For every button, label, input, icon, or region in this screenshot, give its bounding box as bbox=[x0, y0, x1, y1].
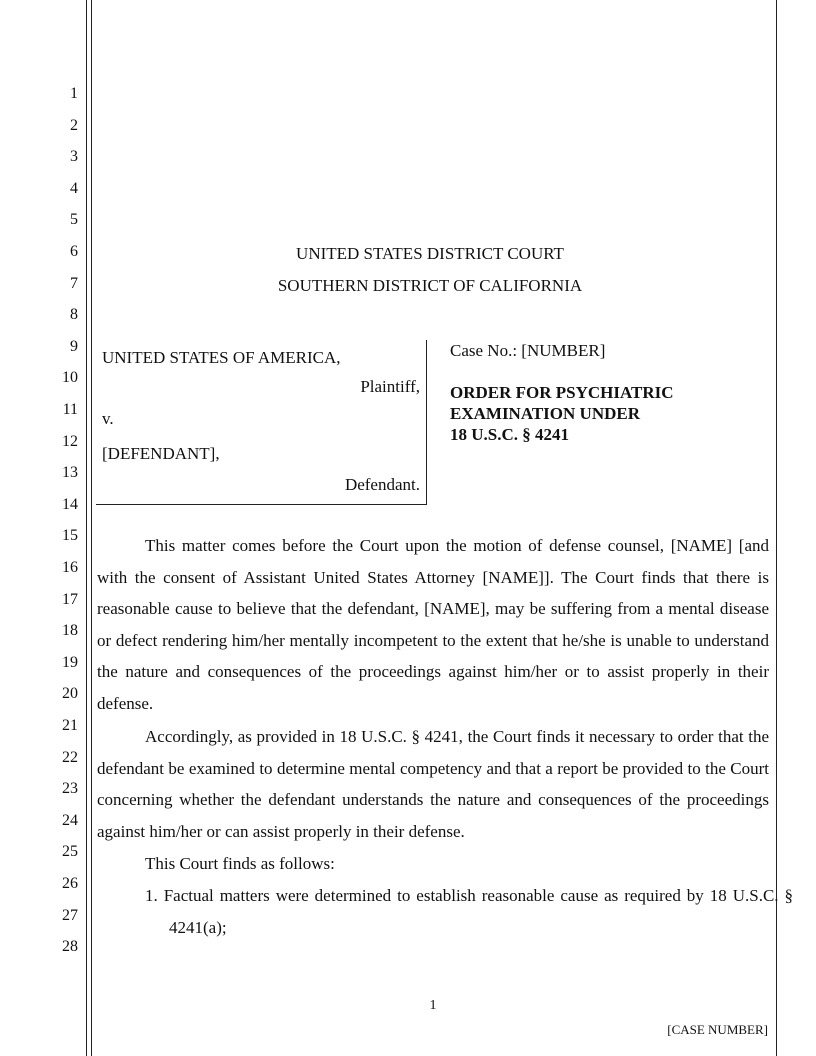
line-number: 20 bbox=[62, 685, 78, 703]
line-number: 12 bbox=[62, 432, 78, 450]
line-number: 27 bbox=[62, 906, 78, 924]
line-number: 26 bbox=[62, 875, 78, 892]
court-district: SOUTHERN DISTRICT OF CALIFORNIA bbox=[277, 276, 583, 295]
order-title-line-3: 18 U.S.C. § 4241 bbox=[450, 425, 570, 444]
line-number: 7 bbox=[70, 274, 78, 292]
line-number: 21 bbox=[62, 717, 78, 734]
line-number: 24 bbox=[62, 811, 78, 829]
line-number: 8 bbox=[70, 306, 78, 324]
case-number: Case No.: [NUMBER] bbox=[450, 341, 606, 360]
line-number: 23 bbox=[62, 780, 78, 798]
paragraph-findings-intro: This Court finds as follows: bbox=[145, 854, 335, 873]
order-title bbox=[450, 382, 750, 445]
paragraph-accordingly: Accordingly, as provided in 18 U.S.C. § 4241, the Court finds it necessary to order that the defendant be examined to determine mental competency and that a report be provided to the Court concerning whether the defendant understands the nature and consequences of the proceedings against him/her or can assist properly in their defense. bbox=[97, 727, 769, 841]
line-number: 1 bbox=[70, 85, 78, 102]
footer-case-number: [CASE NUMBER] bbox=[667, 1022, 768, 1037]
line-number: 3 bbox=[70, 148, 78, 166]
caption-box bbox=[96, 340, 427, 505]
line-number: 22 bbox=[62, 748, 78, 766]
line-number: 16 bbox=[62, 559, 78, 576]
defendant-name: [DEFENDANT], bbox=[102, 444, 220, 463]
page-number: 1 bbox=[429, 998, 437, 1013]
plaintiff-label: Plaintiff, bbox=[360, 377, 420, 396]
margin-rule-left-1 bbox=[86, 0, 87, 1056]
defendant-label: Defendant. bbox=[344, 475, 420, 494]
line-number: 10 bbox=[62, 369, 78, 387]
line-number: 19 bbox=[62, 653, 78, 671]
order-title-line-2: EXAMINATION UNDER bbox=[450, 404, 640, 423]
line-number: 15 bbox=[62, 527, 78, 545]
finding-item-1: 1. Factual matters were determined to establish reasonable cause as required by 18 U.S.C. § 4241(a); bbox=[145, 886, 793, 937]
line-number: 18 bbox=[62, 622, 78, 640]
margin-rule-left-2 bbox=[91, 0, 92, 1056]
line-number: 14 bbox=[62, 495, 78, 513]
paragraph-motion: This matter comes before the Court upon the motion of defense counsel, [NAME] [and with the consent of Assistant United States Attorney [NAME]]. The Court finds that there is reasonable cause to believe that the defendant, [NAME], may be suffering from a mental disease or defect rendering him/her mentally incompetent to the extent that he/she is unable to understand the nature and consequences of the proceedings against him/her or to assist properly in their defense. bbox=[97, 536, 769, 713]
line-number: 11 bbox=[62, 401, 78, 418]
line-number: 6 bbox=[70, 243, 78, 260]
line-number: 2 bbox=[70, 116, 78, 134]
line-number: 28 bbox=[62, 938, 78, 956]
line-number: 5 bbox=[70, 211, 78, 229]
versus: v. bbox=[102, 409, 114, 428]
line-number: 17 bbox=[62, 590, 78, 608]
plaintiff-name: UNITED STATES OF AMERICA, bbox=[102, 348, 341, 367]
line-number: 25 bbox=[62, 843, 78, 861]
order-title-line-1: ORDER FOR PSYCHIATRIC bbox=[450, 383, 674, 402]
line-number: 4 bbox=[70, 179, 78, 197]
line-number: 13 bbox=[62, 464, 78, 482]
court-name: UNITED STATES DISTRICT COURT bbox=[296, 244, 564, 263]
line-number: 9 bbox=[70, 337, 78, 355]
